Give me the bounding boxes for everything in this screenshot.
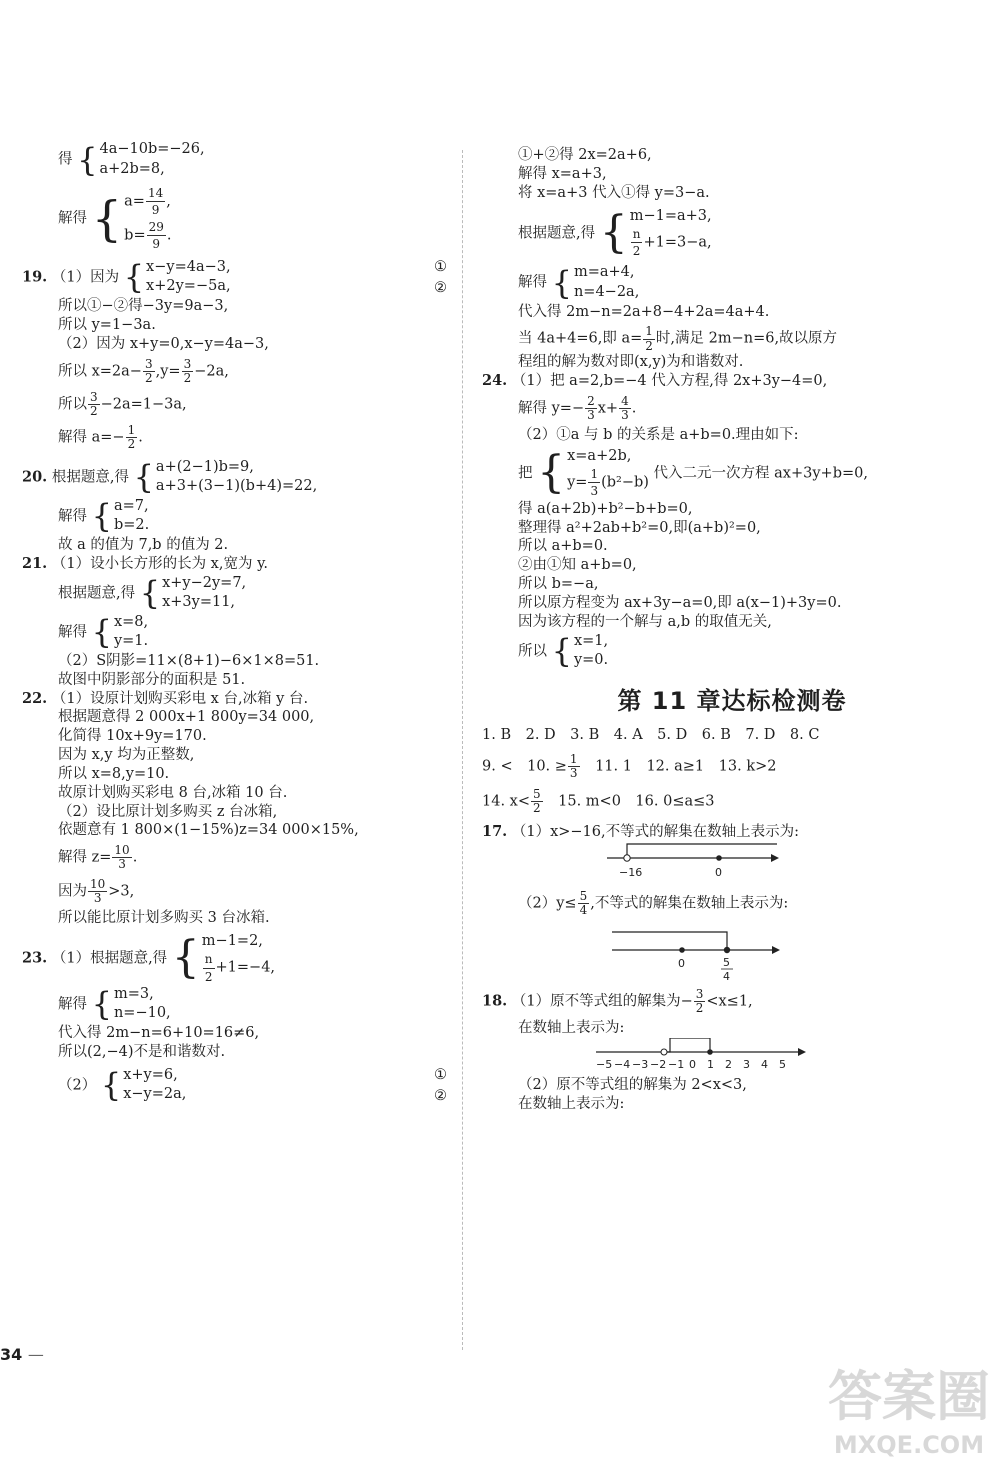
solution-line: （2） { x+y=6, x−y=2a, ① ② xyxy=(58,1066,447,1105)
question-19 xyxy=(22,258,447,297)
closed-endpoint xyxy=(707,1049,713,1055)
question-24 xyxy=(482,372,952,391)
equation-system: { x+y=6, x−y=2a, xyxy=(100,1066,187,1105)
solution-line xyxy=(22,140,447,179)
number-line-2 xyxy=(612,922,912,982)
solution-line: 所以能比原计划多购买 3 台冰箱. xyxy=(58,910,270,927)
solution-line: 解得 x=a+3, xyxy=(518,165,607,182)
solution-line: 程组的解为数对即(x,y)为和谐数对. xyxy=(518,353,744,370)
text: （1）设原计划购买彩电 x 台,冰箱 y 台. xyxy=(51,690,309,707)
equation-system: { a+(2−1)b=9, a+3+(3−1)(b+4)=22, xyxy=(133,458,318,497)
equation: x+2y=−5a, xyxy=(146,278,231,295)
tick-label: 0 xyxy=(678,956,685,970)
solution-line: 代入得 2m−n=2a+8−4+2a=4a+4. xyxy=(518,303,770,320)
solution-line: 故图中阴影部分的面积是 51. xyxy=(58,671,246,688)
equation-system: { x=1, y=0. xyxy=(551,632,609,671)
tick-label: 2 xyxy=(725,1057,732,1071)
solution-line: （2）因为 x+y=0,x−y=4a−3, xyxy=(58,335,269,352)
tick-label: −4 xyxy=(614,1057,631,1071)
equation-marker: ② xyxy=(434,279,447,296)
text: （1）x>−16,不等式的解集在数轴上表示为: xyxy=(511,824,799,841)
tick-label: −16 xyxy=(619,866,643,880)
solution-line: 所以 y=1−3a. xyxy=(58,316,156,333)
question-number: 24. xyxy=(482,371,508,389)
open-endpoint xyxy=(624,855,630,861)
equation-system: { x=8, y=1. xyxy=(91,613,149,652)
question-number: 17. xyxy=(482,823,508,841)
tick-label: −3 xyxy=(632,1057,649,1071)
watermark-logo: 答案圈 MXQE.COM xyxy=(828,1365,990,1459)
answer-row: 14. x< $\frac{5}{2}$ 15. m<0 16. 0≤a≤3 xyxy=(482,786,715,816)
tick-label: 4 xyxy=(723,969,730,982)
equation-system: { m−1=a+3, $\frac{n}{2}$ +1=3−a, xyxy=(599,207,712,259)
page-number: 34 — xyxy=(0,1345,44,1364)
solution-line: （2）设比原计划多购买 z 台冰箱, xyxy=(58,803,278,820)
solution-line: 解得 z= $\frac{10}{3}$ . xyxy=(58,843,138,872)
text: （1）设小长方形的长为 x,宽为 y. xyxy=(51,555,268,572)
equation: a+2b=8, xyxy=(99,160,165,177)
solution-line: 故原计划购买彩电 8 台,冰箱 10 台. xyxy=(58,784,288,801)
solution-line: 根据题意,得 { x+y−2y=7, x+3y=11, xyxy=(58,574,247,613)
solution-line: （2）y≤ $\frac{5}{4}$ ,不等式的解集在数轴上表示为: xyxy=(518,889,789,918)
solution-line: 所以原方程变为 ax+3y−a=0,即 a(x−1)+3y=0. xyxy=(518,594,842,611)
origin-point xyxy=(679,947,685,953)
equation: x−y=4a−3, xyxy=(146,258,231,275)
closed-endpoint xyxy=(724,946,730,952)
equation-system: { m−1=2, $\frac{n}{2}$ +1=−4, xyxy=(171,932,276,984)
chapter-heading: 第 11 章达标检测卷 xyxy=(617,686,847,715)
question-number: 20. xyxy=(22,468,48,486)
solution-line: ①+②得 2x=2a+6, xyxy=(518,147,652,163)
question-number: 19. xyxy=(22,268,48,286)
solution-line: 所以 x=8,y=10. xyxy=(58,765,170,782)
axis-arrow xyxy=(798,1048,806,1056)
tick-label: 1 xyxy=(707,1057,714,1071)
solution-line: 因为 x,y 均为正整数, xyxy=(58,747,195,764)
number-line-1 xyxy=(607,842,907,882)
tick-label: −1 xyxy=(668,1057,685,1071)
solution-line: 故 a 的值为 7,b 的值为 2. xyxy=(58,536,229,553)
question-20 xyxy=(22,458,447,497)
question-18: 18. （1）原不等式组的解集为− $\frac{3}{2}$ <x≤1, xyxy=(482,986,753,1015)
right-column xyxy=(482,146,952,1113)
solution-line: 得 a(a+2b)+b²−b+b=0, xyxy=(518,500,693,517)
tick-label: 5 xyxy=(779,1057,786,1071)
origin-point xyxy=(716,855,722,861)
answer-row: 9. < 10. ≥ $\frac{1}{3}$ 11. 1 12. a≥1 13. k>2 xyxy=(482,751,777,780)
question-number: 23. xyxy=(22,949,48,967)
solution-line: 在数轴上表示为: xyxy=(518,1095,625,1112)
solution-line: 所以①−②得−3y=9a−3, xyxy=(58,298,229,314)
solution-line: 解得 { a=7, b=2. xyxy=(58,497,150,536)
text: （1）根据题意,得 xyxy=(51,950,168,967)
tick-label: 0 xyxy=(689,1057,696,1071)
equation-system: { a= $\frac{14}{9}$ , b= $\frac{29}{9}$ . xyxy=(91,186,172,251)
question-21 xyxy=(22,555,447,574)
equation: 4a−10b=−26, xyxy=(99,141,205,157)
solution-line: 因为 $\frac{10}{3}$ >3, xyxy=(58,876,135,905)
equation: b= $\frac{29}{9}$ . xyxy=(124,219,172,251)
solution-line: 解得 { m=3, n=−10, xyxy=(58,985,171,1024)
equation-marker: ② xyxy=(434,1087,447,1104)
answer-row: 1. B 2. D 3. B 4. A 5. D 6. B 7. D 8. C xyxy=(482,726,820,743)
text: （1）因为 xyxy=(51,269,120,286)
tick-label: −2 xyxy=(650,1057,667,1071)
solution-line: 代入得 2m−n=6+10=16≠6, xyxy=(58,1024,260,1041)
solution-line: 所以 { x=1, y=0. xyxy=(518,632,609,671)
solution-line: 将 x=a+3 代入①得 y=3−a. xyxy=(518,184,710,201)
solution-line: 因为该方程的一个解与 a,b 的取值无关, xyxy=(518,613,772,630)
solution-line xyxy=(22,185,447,252)
solution-line: 把 { x=a+2b, y= $\frac{1}{3}$ (b²−b) 代入二元一次方程 ax+3y+b=0, xyxy=(518,447,868,499)
text: 根据题意,得 xyxy=(51,469,129,486)
text: 得 xyxy=(58,151,73,168)
equation-system: { 4a−10b=−26, a+2b=8, xyxy=(77,140,205,179)
solution-line: （2）S阴影=11×(8+1)−6×1×8=51. xyxy=(58,652,320,669)
solution-line: 所以 $\frac{3}{2}$ −2a=1−3a, xyxy=(58,389,187,419)
solution-line: 解得 y=− $\frac{2}{3}$ x+ $\frac{4}{3}$ . xyxy=(518,393,637,422)
equation-marker: ① xyxy=(434,1066,447,1083)
question-number: 18. xyxy=(482,992,508,1010)
solution-line: 所以(2,−4)不是和谐数对. xyxy=(58,1043,226,1060)
question-23 xyxy=(22,932,447,985)
solution-ray xyxy=(627,844,777,858)
equation-system: { m=3, n=−10, xyxy=(91,985,171,1024)
equation-system: { m=a+4, n=4−2a, xyxy=(551,264,640,303)
solution-line: ②由①知 a+b=0, xyxy=(518,557,637,574)
solution-line: 整理得 a²+2ab+b²=0,即(a+b)²=0, xyxy=(518,519,761,536)
solution-line: 解得 { m=a+4, n=4−2a, xyxy=(518,264,640,303)
text: （1）把 a=2,b=−4 代入方程,得 2x+3y−4=0, xyxy=(511,372,828,389)
tick-label: 5 xyxy=(723,955,730,969)
solution-line: 所以 b=−a, xyxy=(518,576,599,593)
solution-line: （2）原不等式组的解集为 2<x<3, xyxy=(518,1076,747,1093)
question-17 xyxy=(482,823,952,842)
equation: a= $\frac{14}{9}$ , xyxy=(124,186,171,218)
equation-system: { a=7, b=2. xyxy=(91,497,150,536)
text: 解得 xyxy=(58,210,87,227)
solution-line: 当 4a+4=6,即 a= $\frac{1}{2}$ 时,满足 2m−n=6,故以原方 xyxy=(518,324,838,353)
solution-line: （2）①a 与 b 的关系是 a+b=0.理由如下: xyxy=(518,426,799,443)
column-divider xyxy=(462,150,463,1350)
solution-line: 化简得 10x+9y=170. xyxy=(58,728,207,745)
axis-arrow xyxy=(772,946,780,954)
solution-line: 根据题意得 2 000x+1 800y=34 000, xyxy=(58,709,315,726)
number-line-3 xyxy=(592,1038,832,1072)
equation-system: { x=a+2b, y= $\frac{1}{3}$ (b²−b) xyxy=(537,447,649,499)
equation-system: { x+y−2y=7, x+3y=11, xyxy=(139,574,247,613)
tick-label: 0 xyxy=(715,866,722,880)
solution-line: 在数轴上表示为: xyxy=(518,1019,625,1036)
open-endpoint xyxy=(661,1049,667,1055)
solution-line: 所以 x=2a− $\frac{3}{2}$ ,y= $\frac{3}{2}$ −2a, xyxy=(58,356,229,385)
question-22 xyxy=(22,690,447,709)
solution-line: 所以 a+b=0. xyxy=(518,538,608,555)
solution-line: 解得 a=− $\frac{1}{2}$ . xyxy=(58,423,143,452)
solution-interval xyxy=(664,1038,710,1052)
solution-line: 依题意有 1 800×(1−15%)z=34 000×15%, xyxy=(58,822,359,839)
solution-line: 根据题意,得 { m−1=a+3, $\frac{n}{2}$ +1=3−a, xyxy=(518,207,712,259)
left-column xyxy=(22,140,447,1105)
equation-marker: ① xyxy=(434,258,447,275)
solution-line: 解得 { x=8, y=1. xyxy=(58,613,149,652)
tick-label: −5 xyxy=(596,1057,613,1071)
tick-label: 3 xyxy=(743,1057,750,1071)
solution-ray xyxy=(612,932,727,950)
question-number: 21. xyxy=(22,554,48,572)
equation-system: { x−y=4a−3, x+2y=−5a, xyxy=(123,258,231,297)
axis-arrow xyxy=(771,854,779,862)
question-number: 22. xyxy=(22,689,48,707)
tick-label: 4 xyxy=(761,1057,768,1071)
